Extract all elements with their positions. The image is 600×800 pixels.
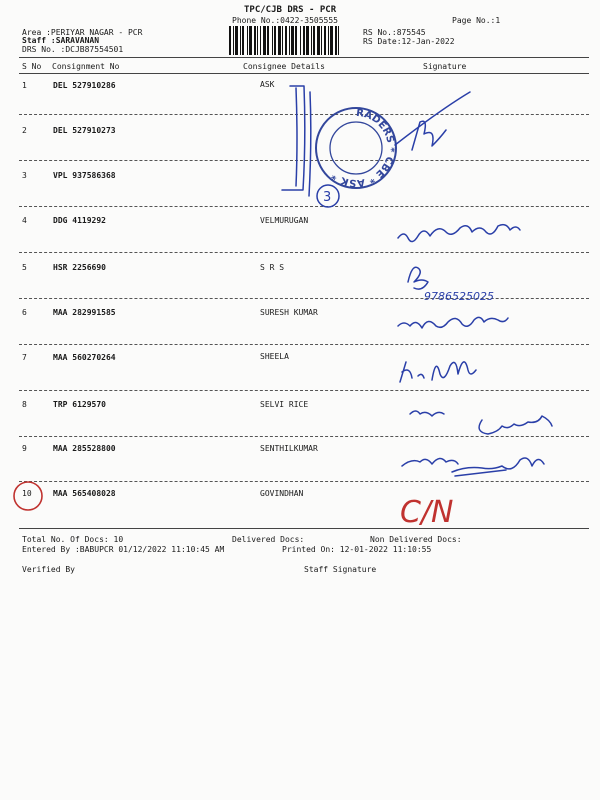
signature-row6 bbox=[398, 317, 508, 328]
phone-number: Phone No.:0422-3505555 bbox=[232, 16, 338, 25]
consignee-name: SENTHILKUMAR bbox=[260, 444, 318, 453]
circled-count bbox=[317, 185, 339, 207]
staff-signature-label: Staff Signature bbox=[304, 565, 377, 574]
table-rule-bottom bbox=[19, 528, 589, 529]
consignment-number: DDG 4119292 bbox=[53, 216, 106, 225]
area-label: Area :PERIYAR NAGAR - PCR bbox=[22, 28, 143, 37]
row-divider bbox=[19, 206, 589, 207]
signature-row7 bbox=[400, 362, 476, 382]
entered-by: Entered By :BABUPCR 01/12/2022 11:10:45 AM bbox=[22, 545, 225, 554]
bracket-mark bbox=[296, 88, 297, 186]
row-divider bbox=[19, 344, 589, 345]
row-number: 9 bbox=[22, 444, 27, 453]
row-number: 7 bbox=[22, 353, 27, 362]
consignment-number: DEL 527910286 bbox=[53, 81, 116, 90]
consignee-name: SURESH KUMAR bbox=[260, 308, 318, 317]
rs-number: RS No.:875545 bbox=[363, 28, 426, 37]
circled-count-number: 3 bbox=[323, 190, 332, 205]
col-consignee: Consignee Details bbox=[243, 62, 325, 71]
row-divider bbox=[19, 481, 589, 482]
row-number: 8 bbox=[22, 400, 27, 409]
row-number: 2 bbox=[22, 126, 27, 135]
document-title: TPC/CJB DRS - PCR bbox=[244, 5, 337, 15]
consignment-number: MAA 565408028 bbox=[53, 489, 116, 498]
header-rule-bottom bbox=[19, 73, 589, 74]
row-number: 3 bbox=[22, 171, 27, 180]
handwritten-phone: 9786525025 bbox=[424, 290, 494, 303]
delivered-docs: Delivered Docs: bbox=[232, 535, 305, 544]
bracket-mark bbox=[309, 92, 311, 196]
row-divider bbox=[19, 252, 589, 253]
consignee-name: ASK bbox=[260, 80, 275, 89]
printed-on: Printed On: 12-01-2022 11:10:55 bbox=[282, 545, 432, 554]
page-number: Page No.:1 bbox=[452, 16, 501, 25]
row-divider bbox=[19, 298, 589, 299]
svg-text:RADERS * CBE * ASK * bbox=[329, 108, 396, 188]
consignment-number: VPL 937586368 bbox=[53, 171, 116, 180]
row-divider bbox=[19, 390, 589, 391]
row-number: 10 bbox=[22, 489, 32, 498]
signature-row8 bbox=[410, 411, 444, 416]
col-consignment: Consignment No bbox=[52, 62, 120, 71]
rs-date: RS Date:12-Jan-2022 bbox=[363, 37, 455, 46]
signature-row9 bbox=[402, 458, 544, 472]
row-number: 6 bbox=[22, 308, 27, 317]
verified-by: Verified By bbox=[22, 565, 75, 574]
bracket-mark bbox=[282, 86, 305, 190]
cn-note: C/N bbox=[400, 495, 454, 530]
col-sno: S No bbox=[22, 62, 42, 71]
signature-row2 bbox=[412, 121, 446, 150]
row-divider bbox=[19, 436, 589, 437]
consignment-number: MAA 560270264 bbox=[53, 353, 116, 362]
barcode bbox=[229, 26, 355, 55]
row-number: 4 bbox=[22, 216, 27, 225]
row-number: 1 bbox=[22, 81, 27, 90]
drs-number: DRS No. :DCJB87554501 bbox=[22, 45, 124, 54]
consignee-name: SELVI RICE bbox=[260, 400, 309, 409]
signature-row5 bbox=[408, 267, 428, 289]
strike-mark bbox=[455, 470, 506, 476]
consignment-number: DEL 527910273 bbox=[53, 126, 116, 135]
signature-row8-name bbox=[479, 416, 552, 434]
row-divider bbox=[19, 160, 589, 161]
col-signature: Signature bbox=[423, 62, 467, 71]
total-docs: Total No. Of Docs: 10 bbox=[22, 535, 124, 544]
consignee-name: S R S bbox=[260, 263, 285, 272]
company-stamp bbox=[316, 108, 396, 188]
consignment-number: TRP 6129570 bbox=[53, 400, 106, 409]
row-divider bbox=[19, 114, 589, 115]
consignment-number: MAA 285528800 bbox=[53, 444, 116, 453]
staff-label: Staff :SARAVANAN bbox=[22, 36, 100, 45]
consignment-number: HSR 2256690 bbox=[53, 263, 106, 272]
non-delivered-docs: Non Delivered Docs: bbox=[370, 535, 462, 544]
header-rule-top bbox=[19, 57, 589, 58]
consignee-name: VELMURUGAN bbox=[260, 216, 309, 225]
consignment-number: MAA 282991585 bbox=[53, 308, 116, 317]
row-number: 5 bbox=[22, 263, 27, 272]
signature-tick bbox=[395, 92, 470, 145]
signature-row4 bbox=[398, 225, 520, 242]
stamp-text: RADERS * CBE * ASK * bbox=[329, 107, 397, 189]
consignee-name: SHEELA bbox=[260, 352, 289, 361]
consignee-name: GOVINDHAN bbox=[260, 489, 304, 498]
